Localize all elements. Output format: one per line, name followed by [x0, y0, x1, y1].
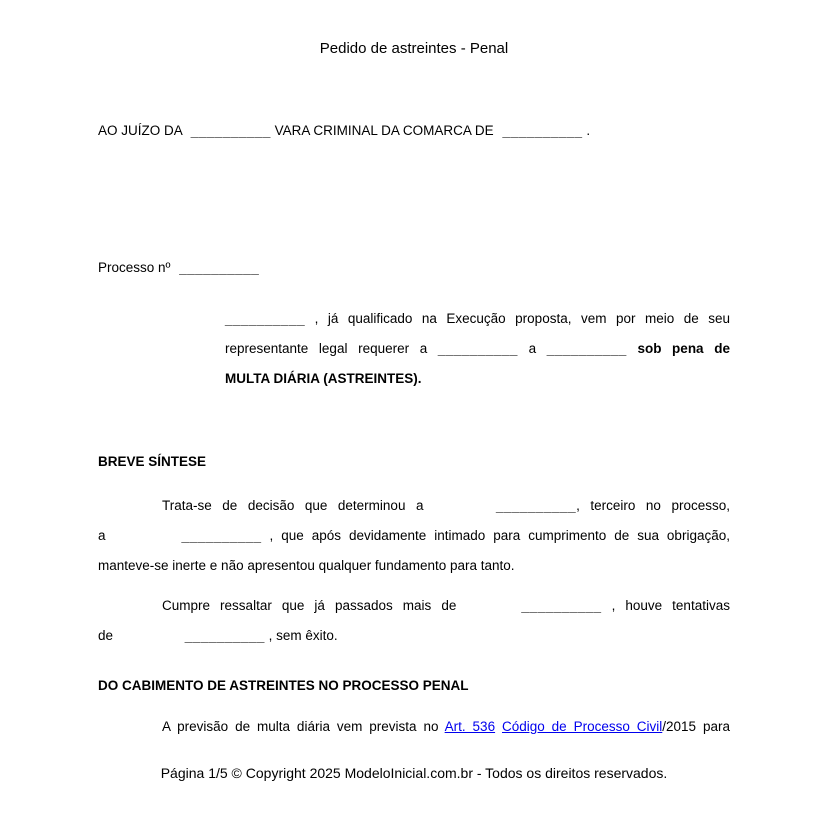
blank-field-requerido-2: __________ [546, 341, 627, 356]
section-heading-cabimento: DO CABIMENTO DE ASTREINTES NO PROCESSO PENAL [98, 678, 469, 693]
intro-line2-bold: sob pena de [637, 341, 730, 356]
summary-line-2 [98, 521, 730, 551]
blank-field-process-number: __________ [179, 260, 260, 275]
tab-gap [106, 539, 174, 540]
legal-basis-text1: A previsão de multa diária vem prevista no [162, 719, 439, 734]
document-title: Pedido de astreintes - Penal [319, 40, 509, 57]
blank-field-court-vara: __________ [190, 123, 271, 138]
attempts-line-2 [98, 621, 730, 651]
intro-line2-text1: representante legal requerer a [225, 341, 428, 356]
intro-line-1 [225, 304, 730, 334]
intro-line-2 [225, 334, 730, 364]
summary-line2-text2: , que após devidamente intimado para cumprimento de sua obrigação, [269, 528, 730, 543]
intro-line-3 [225, 364, 730, 394]
court-period: . [586, 123, 591, 138]
summary-line1-text1: Trata-se de decisão que determinou a [162, 498, 424, 513]
attempts-line2-text2: , sem êxito. [268, 628, 338, 643]
attempts-line2-text1: de [98, 628, 114, 643]
summary-line1-text2: , terceiro no processo, [576, 498, 730, 513]
link-codigo-processo-civil[interactable]: Código de Processo Civil [501, 719, 663, 734]
blank-field-decisao: __________ [496, 498, 577, 513]
court-text-1: AO JUÍZO DA [98, 123, 183, 138]
legal-basis-line [98, 712, 730, 742]
tab-gap [423, 509, 485, 510]
process-number-label: Processo nº [98, 260, 171, 275]
attempts-line1-text2: , houve tentativas [611, 598, 730, 613]
intro-paragraph [225, 304, 730, 394]
blank-field-prazo: __________ [521, 598, 602, 613]
attempts-line-1 [98, 591, 730, 621]
blank-field-terceiro: __________ [181, 528, 262, 543]
tab-gap [113, 639, 181, 640]
multa-diaria-bold-text: MULTA DIÁRIA (ASTREINTES). [225, 371, 422, 386]
page-footer-copyright: Página 1/5 © Copyright 2025 ModeloInicial.com.br - Todos os direitos reservados. [160, 765, 668, 781]
section-heading-breve-sintese: BREVE SÍNTESE [98, 454, 207, 469]
link-art-536[interactable]: Art. 536 [444, 719, 496, 734]
intro-line1-text: , já qualificado na Execução proposta, vem por meio de seu [314, 311, 730, 326]
blank-field-requerido-1: __________ [437, 341, 518, 356]
intro-line2-text2: a [528, 341, 537, 356]
attempts-paragraph [98, 591, 730, 651]
blank-field-tentativas: __________ [184, 628, 265, 643]
legal-basis-text2: /2015 para [662, 719, 730, 734]
summary-line-3: manteve-se inerte e não apresentou qualquer fundamento para tanto. [98, 558, 515, 573]
blank-field-court-comarca: __________ [502, 123, 583, 138]
tab-gap [456, 609, 511, 610]
summary-line2-text1: a [98, 528, 106, 543]
process-number-line [98, 259, 730, 276]
blank-field-requerente: __________ [225, 311, 306, 326]
court-text-2: VARA CRIMINAL DA COMARCA DE [274, 123, 494, 138]
summary-paragraph [98, 491, 730, 581]
attempts-line1-text1: Cumpre ressaltar que já passados mais de [162, 598, 457, 613]
summary-line-1 [98, 491, 730, 521]
court-addressing-line [98, 122, 730, 139]
